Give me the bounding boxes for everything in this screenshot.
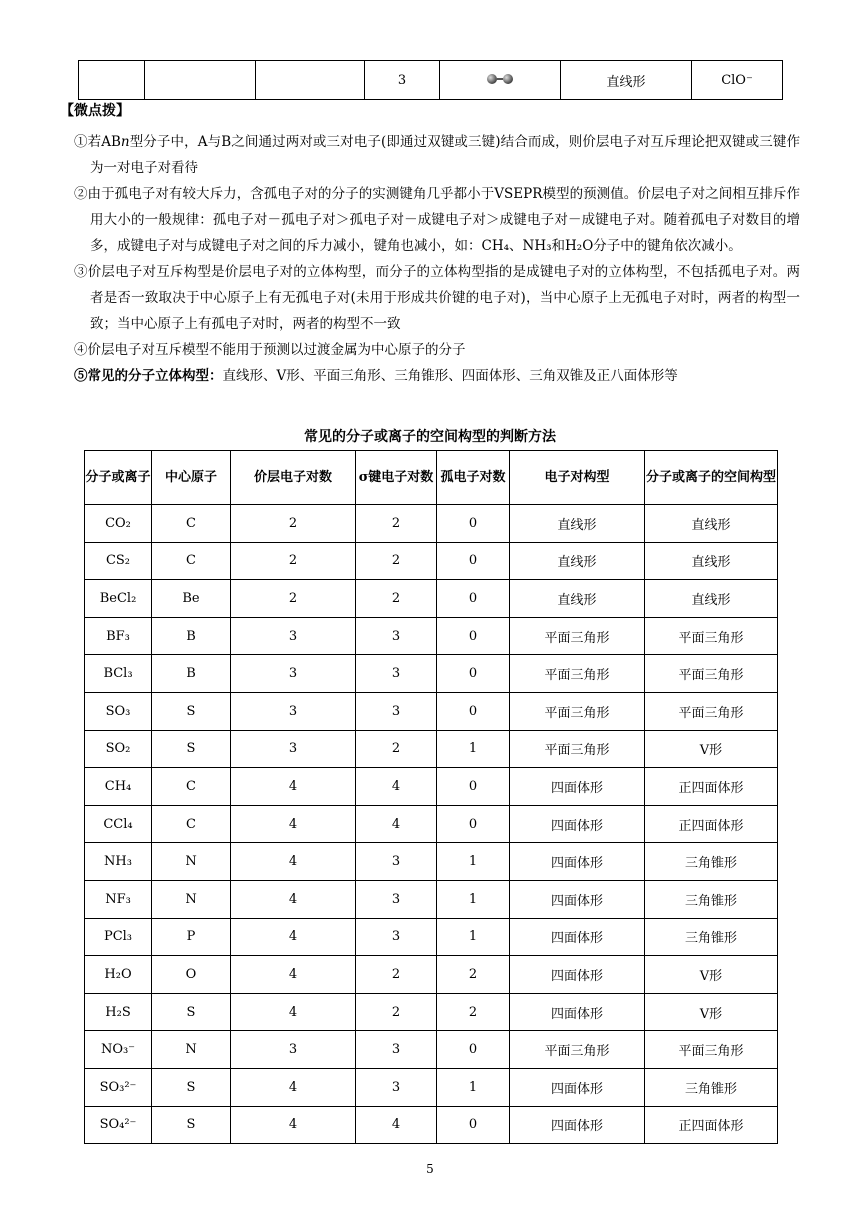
table-cell: 0: [437, 580, 510, 618]
table-cell: 平面三角形: [510, 730, 645, 768]
table-cell: 四面体形: [510, 805, 645, 843]
table-cell: SO₂: [85, 730, 152, 768]
table-cell: CCl₄: [85, 805, 152, 843]
table-row: [85, 1031, 778, 1069]
table-row: [85, 880, 778, 918]
table-cell: 平面三角形: [510, 655, 645, 693]
column-header: 孤电子对数: [437, 451, 510, 505]
table-cell: [256, 61, 365, 100]
table-cell: 平面三角形: [645, 692, 778, 730]
table-cell: 4: [231, 805, 356, 843]
continuation-table: [78, 60, 783, 100]
column-header: 中心原子: [152, 451, 231, 505]
table-cell: 3: [356, 1031, 437, 1069]
table-cell: 0: [437, 542, 510, 580]
tip-item: [74, 337, 800, 363]
table-row: [85, 805, 778, 843]
table-cell: O: [152, 956, 231, 994]
table-row: [85, 730, 778, 768]
table-cell: PCl₃: [85, 918, 152, 956]
tip-prefix: ⑤常见的分子立体构型：: [74, 368, 223, 384]
table-cell: H₂O: [85, 956, 152, 994]
table-cell: SO₃: [85, 692, 152, 730]
table-cell: 直线形: [645, 505, 778, 543]
table-cell: 2: [437, 956, 510, 994]
tip-text: ②由于孤电子对有较大斥力，含孤电子对的分子的实测键角几乎都小于VSEPR模型的预测值。价层电子对之间相互排斥作用大小的一般规律：孤电子对－孤电子对＞孤电子对－成键电子对＞成键电子对－成键电子对。随着孤电子对数目的增多，成键电子对与成键电子对之间的斥力减小，键角也减小，如：CH₄、NH₃和H₂O分子中的键角依次减小。: [74, 186, 800, 254]
table-cell: 2: [356, 542, 437, 580]
table-cell: 0: [437, 1031, 510, 1069]
column-header: 价层电子对数: [231, 451, 356, 505]
table-cell: NH₃: [85, 843, 152, 881]
table-cell: 3: [356, 692, 437, 730]
table-cell: V形: [645, 730, 778, 768]
table-cell: 三角锥形: [645, 880, 778, 918]
table-cell: 1: [437, 843, 510, 881]
table-cell: 4: [231, 1068, 356, 1106]
table-cell: 3: [356, 843, 437, 881]
tip-text: ④价层电子对互斥模型不能用于预测以过渡金属为中心原子的分子: [74, 342, 466, 358]
table-body: [85, 505, 778, 1144]
table-cell: Be: [152, 580, 231, 618]
table-cell: 直线形: [561, 61, 692, 100]
table-cell: ClO⁻: [692, 61, 783, 100]
table-cell: 3: [356, 880, 437, 918]
table-cell: C: [152, 805, 231, 843]
table-cell: V形: [645, 993, 778, 1031]
table-cell: 3: [231, 1031, 356, 1069]
table-row: [85, 580, 778, 618]
table-cell: 直线形: [510, 505, 645, 543]
column-header: 分子或离子的空间构型: [645, 451, 778, 505]
table-row: [85, 655, 778, 693]
table-cell: 1: [437, 1068, 510, 1106]
table-cell: N: [152, 880, 231, 918]
table-cell: 2: [231, 505, 356, 543]
table-cell: 0: [437, 617, 510, 655]
table-row: [85, 918, 778, 956]
table-cell: 4: [231, 993, 356, 1031]
tip-text: 直线形、V形、平面三角形、三角锥形、四面体形、三角双锥及正八面体形等: [222, 368, 678, 384]
tip-item: [74, 129, 800, 181]
geometry-table: [84, 450, 778, 1144]
table-cell: 平面三角形: [645, 1031, 778, 1069]
table-cell: CS₂: [85, 542, 152, 580]
table-cell: 直线形: [645, 580, 778, 618]
table-cell: 1: [437, 880, 510, 918]
table-cell: N: [152, 1031, 231, 1069]
table-header-row: [85, 451, 778, 505]
table-row: [85, 617, 778, 655]
table-cell: 0: [437, 692, 510, 730]
table-cell: SO₃²⁻: [85, 1068, 152, 1106]
table-row: [85, 542, 778, 580]
table-row: [79, 61, 783, 100]
table-cell: 4: [231, 768, 356, 806]
table-cell: 四面体形: [510, 1068, 645, 1106]
table-cell: BCl₃: [85, 655, 152, 693]
table-cell: 2: [356, 580, 437, 618]
tip-item: [74, 363, 800, 389]
table-cell: 四面体形: [510, 993, 645, 1031]
table-cell: SO₄²⁻: [85, 1106, 152, 1144]
table-cell: 平面三角形: [510, 692, 645, 730]
tip-item: [74, 181, 800, 259]
table-cell: 4: [356, 768, 437, 806]
table-cell: 3: [231, 692, 356, 730]
table-cell: 3: [356, 617, 437, 655]
table-cell: C: [152, 505, 231, 543]
table-cell: BF₃: [85, 617, 152, 655]
table-cell: 正四面体形: [645, 768, 778, 806]
table-row: [85, 1068, 778, 1106]
table-cell: S: [152, 1068, 231, 1106]
table-cell: 3: [356, 1068, 437, 1106]
table-cell: 四面体形: [510, 1106, 645, 1144]
table-cell: 0: [437, 805, 510, 843]
table-cell: 平面三角形: [645, 655, 778, 693]
table-cell: 4: [231, 843, 356, 881]
table-cell: [145, 61, 256, 100]
table-cell: 3: [231, 617, 356, 655]
table-cell: N: [152, 843, 231, 881]
table-cell: S: [152, 993, 231, 1031]
table-title: 常见的分子或离子的空间构型的判断方法: [304, 429, 556, 445]
column-header: 电子对构型: [510, 451, 645, 505]
table-cell: B: [152, 617, 231, 655]
table-cell: 3: [356, 655, 437, 693]
table-cell: CO₂: [85, 505, 152, 543]
table-cell: 1: [437, 730, 510, 768]
table-cell: 3: [231, 730, 356, 768]
table-cell: 2: [356, 993, 437, 1031]
table-cell: 四面体形: [510, 880, 645, 918]
table-cell: 直线形: [510, 580, 645, 618]
table-cell: 3: [356, 918, 437, 956]
tip-heading: 【微点拨】: [60, 103, 130, 119]
table-cell: 1: [437, 918, 510, 956]
table-cell: S: [152, 1106, 231, 1144]
page-number: 5: [426, 1162, 434, 1176]
table-cell: C: [152, 542, 231, 580]
table-cell: 四面体形: [510, 843, 645, 881]
table-cell: 4: [231, 918, 356, 956]
table-cell: B: [152, 655, 231, 693]
table-cell: 三角锥形: [645, 843, 778, 881]
table-cell: 三角锥形: [645, 1068, 778, 1106]
table-cell: 4: [356, 805, 437, 843]
table-cell: 2: [356, 956, 437, 994]
table-row: [85, 692, 778, 730]
table-cell: 正四面体形: [645, 805, 778, 843]
table-cell: H₂S: [85, 993, 152, 1031]
table-cell: 4: [231, 880, 356, 918]
table-cell: 4: [231, 956, 356, 994]
table-cell: 平面三角形: [510, 1031, 645, 1069]
table-cell: NO₃⁻: [85, 1031, 152, 1069]
table-cell: NF₃: [85, 880, 152, 918]
table-cell: 2: [437, 993, 510, 1031]
column-header: 分子或离子: [85, 451, 152, 505]
table-cell: 0: [437, 768, 510, 806]
table-cell: 平面三角形: [645, 617, 778, 655]
table-cell: 0: [437, 505, 510, 543]
table-cell: 四面体形: [510, 768, 645, 806]
column-header: σ键电子对数: [356, 451, 437, 505]
table-row: [85, 768, 778, 806]
table-cell: [79, 61, 145, 100]
table-cell: 4: [231, 1106, 356, 1144]
table-cell: 平面三角形: [510, 617, 645, 655]
table-row: [85, 843, 778, 881]
table-row: [85, 956, 778, 994]
table-cell: CH₄: [85, 768, 152, 806]
table-cell: 2: [231, 580, 356, 618]
table-cell: S: [152, 692, 231, 730]
table-cell: 2: [356, 730, 437, 768]
tips-list: [74, 129, 800, 389]
table-cell: [440, 61, 561, 100]
table-cell: 三角锥形: [645, 918, 778, 956]
table-cell: 4: [356, 1106, 437, 1144]
table-cell: 四面体形: [510, 918, 645, 956]
table-row: [85, 1106, 778, 1144]
table-cell: 四面体形: [510, 956, 645, 994]
table-cell: S: [152, 730, 231, 768]
tip-item: [74, 259, 800, 337]
table-cell: 正四面体形: [645, 1106, 778, 1144]
table-cell: BeCl₂: [85, 580, 152, 618]
table-cell: 直线形: [645, 542, 778, 580]
table-cell: 2: [231, 542, 356, 580]
tip-text: ③价层电子对互斥构型是价层电子对的立体构型，而分子的立体构型指的是成键电子对的立体构型，不包括孤电子对。两者是否一致取决于中心原子上有无孤电子对(未用于形成共价键的电子对)，当中心原子上无孤电子对时，两者的构型一致；当中心原子上有孤电子对时，两者的构型不一致: [74, 264, 800, 332]
table-cell: C: [152, 768, 231, 806]
table-row: [85, 505, 778, 543]
table-cell: 3: [365, 61, 440, 100]
table-row: [85, 993, 778, 1031]
table-cell: 0: [437, 1106, 510, 1144]
table-cell: P: [152, 918, 231, 956]
table-cell: 2: [356, 505, 437, 543]
linear-molecule-icon: [487, 74, 513, 84]
table-cell: 0: [437, 655, 510, 693]
table-cell: 3: [231, 655, 356, 693]
table-cell: V形: [645, 956, 778, 994]
table-cell: 直线形: [510, 542, 645, 580]
tip-text: ①若AB𝑛型分子中，A与B之间通过两对或三对电子(即通过双键或三键)结合而成，则价层电子对互斥理论把双键或三键作为一对电子对看待: [74, 134, 800, 176]
